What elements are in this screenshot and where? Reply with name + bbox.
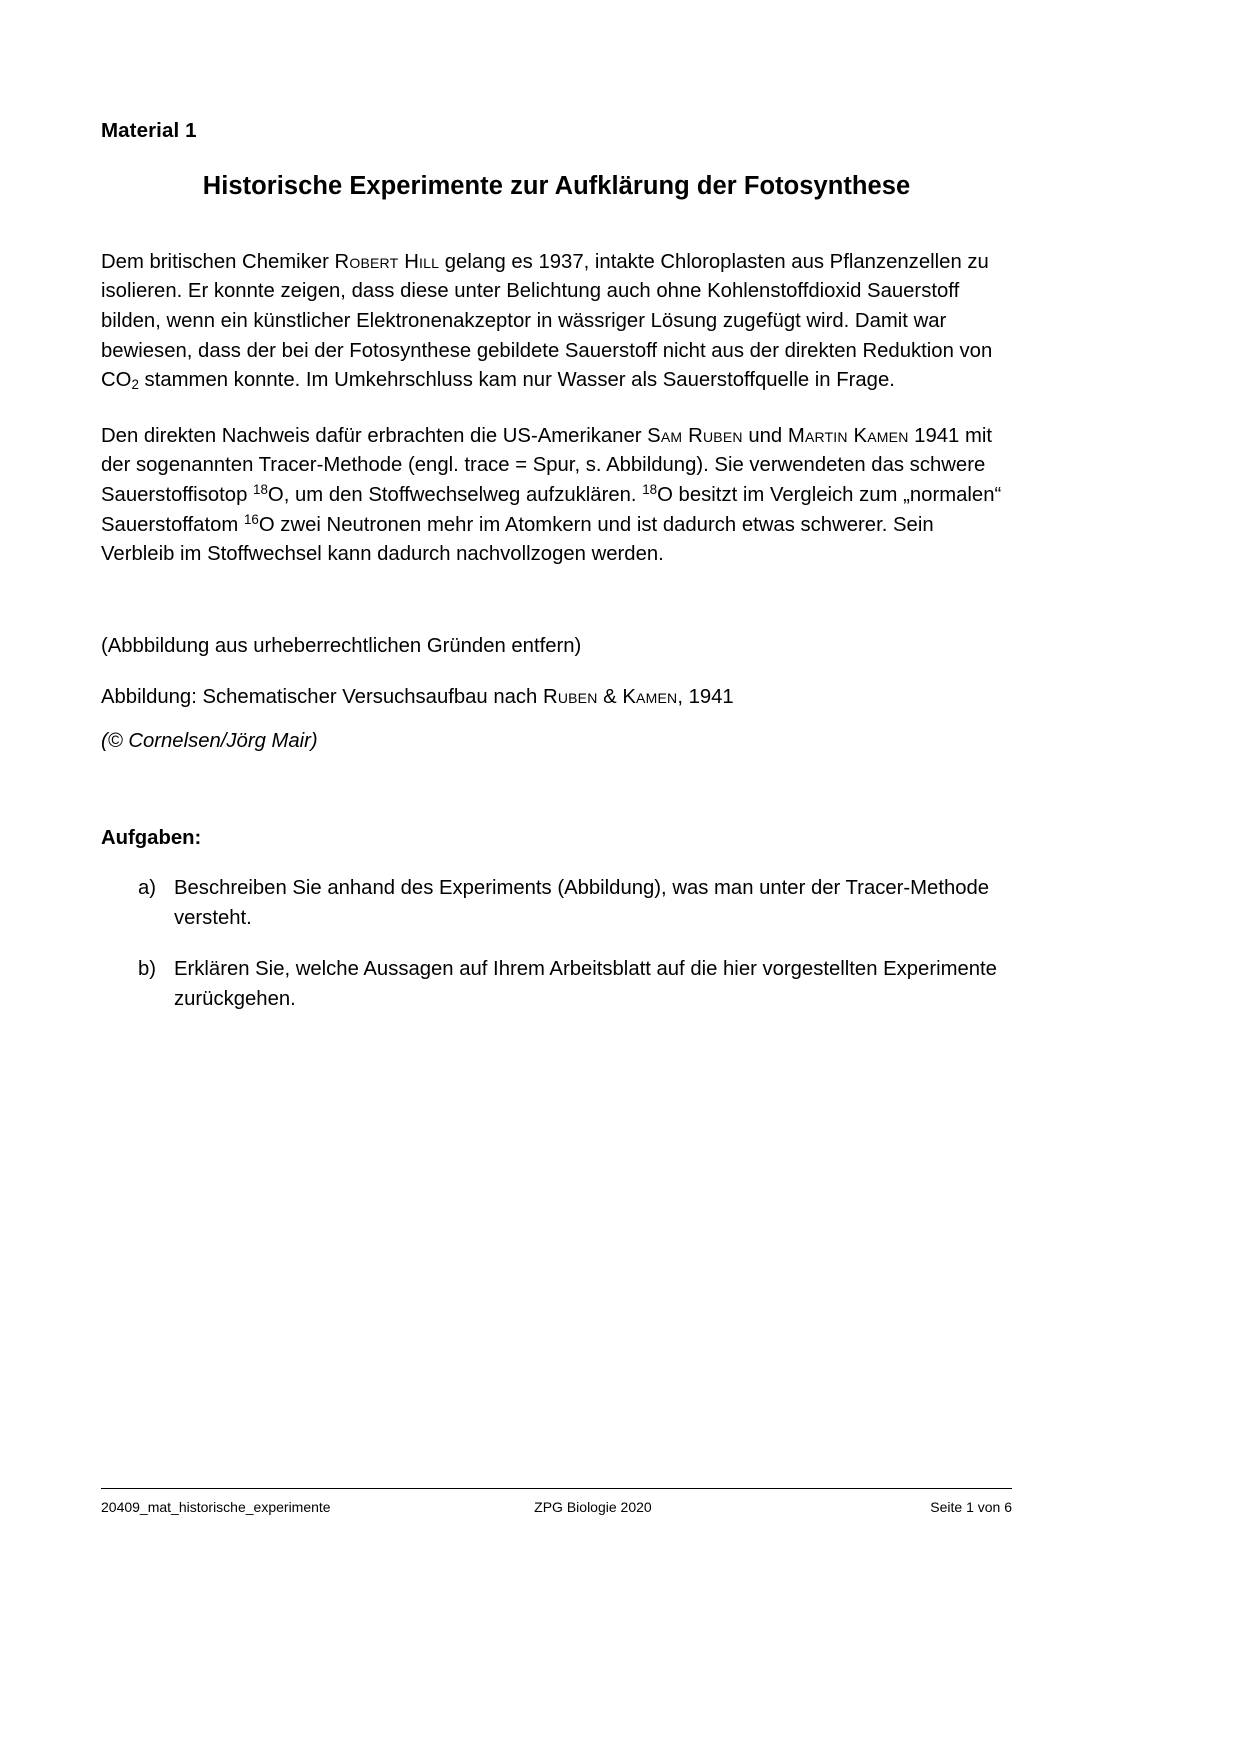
scientist-name-robert-hill: Robert Hill	[334, 250, 440, 273]
footer-page-number: Seite 1 von 6	[930, 1499, 1012, 1515]
co2-subscript: 2	[131, 377, 139, 393]
footer-filename: 20409_mat_historische_experimente	[101, 1499, 331, 1515]
isotope-superscript-16: 16	[243, 511, 259, 527]
p1-segment-3: stammen konnte. Im Umkehrschluss kam nur Wasser als Sauerstoffquelle in Frage.	[138, 369, 895, 392]
task-marker-b: b)	[138, 958, 157, 981]
p2-segment-2: und	[742, 424, 788, 447]
tasks-heading: Aufgaben:	[101, 827, 202, 850]
task-marker-a: a)	[138, 877, 157, 900]
scientist-name-sam-ruben: Sam Ruben	[647, 424, 743, 447]
figure-caption-name-kamen: Kamen	[622, 686, 678, 709]
task-item-b	[101, 955, 1012, 1014]
scientist-name-martin-kamen: Martin Kamen	[787, 424, 909, 447]
figure-caption-name-ruben: Ruben	[542, 686, 598, 709]
isotope-superscript-18b: 18	[642, 481, 658, 497]
paragraph-tracer-method	[101, 422, 1012, 570]
figure-caption-prefix: Abbildung: Schematischer Versuchsaufbau nach	[101, 686, 543, 709]
figure-caption	[101, 683, 1012, 713]
figure-caption-separator: &	[597, 686, 623, 709]
material-label: Material 1	[101, 119, 197, 142]
p1-segment-2: gelang es 1937, intakte Chloroplasten aus Pflanzenzellen zu isolieren. Er konnte zeigen, dass diese unter Belichtung auch ohne Kohlenstoffdioxid Sauerstoff bilden, wenn ein künstlicher Elektronenakzeptor in wässriger Lösung zugefügt wird. Damit war bewiesen, dass der bei der Fotosynthese gebildete Sauerstoff nicht aus der direkten Reduktion von CO	[101, 250, 993, 392]
isotope-superscript-18a: 18	[253, 481, 268, 497]
page-content	[101, 0, 1012, 1014]
figure-credit: (© Cornelsen/Jörg Mair)	[101, 729, 318, 752]
p2-segment-1: Den direkten Nachweis dafür erbrachten die US-Amerikaner	[101, 424, 648, 447]
figure-caption-suffix: , 1941	[677, 686, 734, 709]
page-title: Historische Experimente zur Aufklärung der Fotosynthese	[202, 171, 911, 200]
footer-divider	[101, 1488, 1012, 1489]
p2-segment-4: O, um den Stoffwechselweg aufzuklären.	[267, 483, 643, 506]
figure-removal-note: (Abbbildung aus urheberrechtlichen Gründen entfern)	[101, 634, 582, 657]
task-text-a: Beschreiben Sie anhand des Experiments (Abbildung), was man unter der Tracer-Methode versteht.	[174, 877, 990, 929]
p2-segment-3: 1941 mit der sogenannten Tracer-Methode (engl. trace = Spur, s. Abbildung). Sie verwendeten das schwere Sauerstoffisotop	[101, 424, 993, 506]
page-footer	[101, 1488, 1012, 1517]
footer-row	[101, 1498, 1012, 1517]
task-list	[101, 874, 1012, 1014]
footer-source: ZPG Biologie 2020	[534, 1499, 652, 1515]
task-item-a	[101, 874, 1012, 933]
task-text-b: Erklären Sie, welche Aussagen auf Ihrem Arbeitsblatt auf die hier vorgestellten Experimente zurückgehen.	[174, 958, 997, 1010]
paragraph-hill-experiment	[101, 248, 1012, 396]
p2-segment-6: O zwei Neutronen mehr im Atomkern und ist dadurch etwas schwerer. Sein Verbleib im Stoffwechsel kann dadurch nachvollzogen werden.	[101, 513, 934, 566]
figure-block	[101, 632, 1012, 757]
p1-segment-1: Dem britischen Chemiker	[101, 250, 335, 273]
p2-segment-5: O besitzt im Vergleich zum „normalen“ Sauerstoffatom	[101, 483, 1002, 536]
